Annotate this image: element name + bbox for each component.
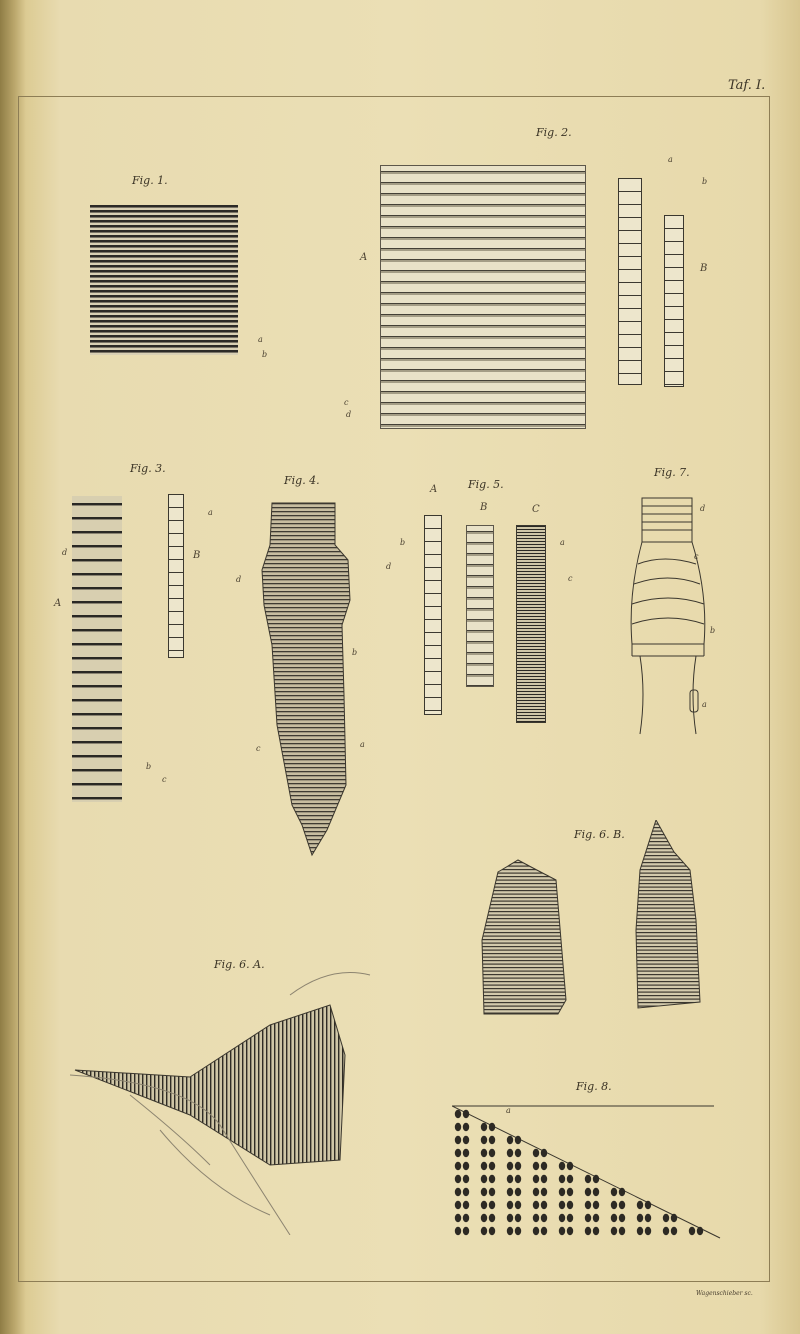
fig1-title: Fig. 1. (132, 174, 168, 187)
fig5-label-B: B (480, 502, 488, 513)
fig8-cell-dot (593, 1214, 599, 1222)
fig5-A-fibril (424, 515, 442, 715)
fig8-cell-dot (515, 1136, 521, 1144)
fig8-cell-dot (463, 1110, 469, 1118)
fig8-cell-dot (481, 1123, 487, 1131)
fig8-cell-dot (611, 1227, 617, 1235)
fig8-cell-dot (645, 1201, 651, 1209)
fig5-title: Fig. 5. (468, 478, 504, 491)
fig8-cell-dot (455, 1149, 461, 1157)
fig8-cell-dot (455, 1227, 461, 1235)
fig5-label-b: b (400, 538, 406, 547)
fig2-label-a: a (668, 155, 673, 164)
fig8-cell-dot (515, 1188, 521, 1196)
fig5-B-fibril (466, 525, 494, 687)
fig8-cell-dot (585, 1188, 591, 1196)
fig7-label-d: d (700, 504, 706, 513)
fig8-cell-dot (585, 1175, 591, 1183)
fig8-cell-dot (463, 1214, 469, 1222)
fig8-cell-dot (567, 1227, 573, 1235)
fig8-cell-dot (697, 1227, 703, 1235)
fig8-cell-dot (463, 1175, 469, 1183)
fig6a-fibre-insertion (70, 965, 390, 1235)
fig8-cell-dot (567, 1214, 573, 1222)
fig5-label-c: c (568, 574, 573, 583)
fig8-cell-dot (533, 1201, 539, 1209)
fig8-cell-dot (567, 1201, 573, 1209)
fig5-label-a: a (560, 538, 565, 547)
fig8-cell-dot (637, 1214, 643, 1222)
fig1-label-b: b (262, 350, 268, 359)
fig8-cell-dot (463, 1123, 469, 1131)
fig8-cell-dot (567, 1162, 573, 1170)
fig3-title: Fig. 3. (130, 462, 166, 475)
fig8-cell-dot (507, 1214, 513, 1222)
fig8-cell-dot (481, 1188, 487, 1196)
fig8-cell-dot (619, 1227, 625, 1235)
fig3-label-a: a (208, 508, 213, 517)
fig2-title: Fig. 2. (536, 126, 572, 139)
fig8-cell-dot (455, 1162, 461, 1170)
fig7-title: Fig. 7. (654, 466, 690, 479)
fig8-cell-dot (507, 1201, 513, 1209)
fig8-cell-dot (689, 1227, 695, 1235)
fig8-cell-dot (489, 1227, 495, 1235)
engraver-credit: Wagenschieber sc. (696, 1290, 753, 1297)
fig2-label-A: A (360, 252, 368, 263)
fig2-label-d: d (346, 410, 352, 419)
fig3-B-fibril (168, 494, 184, 658)
fig8-cell-dot (541, 1188, 547, 1196)
fig8-cell-dot (507, 1188, 513, 1196)
fig8-cell-dot (585, 1214, 591, 1222)
fig3-label-A: A (54, 598, 62, 609)
fig8-cell-dot (515, 1201, 521, 1209)
fig7-label-a: a (702, 700, 707, 709)
fig8-cell-dot (645, 1214, 651, 1222)
fig8-cell-dot (567, 1175, 573, 1183)
fig8-cell-dot (507, 1149, 513, 1157)
fig8-cell-dot (507, 1136, 513, 1144)
fig8-cell-dot (559, 1162, 565, 1170)
fig8-cell-dot (637, 1227, 643, 1235)
fig8-cell-dot (489, 1162, 495, 1170)
fig8-cell-dot (515, 1227, 521, 1235)
fig8-cell-triangle (452, 1104, 722, 1244)
fig8-cell-dot (567, 1188, 573, 1196)
fig6a-title: Fig. 6. A. (214, 958, 265, 971)
fig8-cell-dot (637, 1201, 643, 1209)
fig8-cell-dot (541, 1214, 547, 1222)
fig8-cell-dot (541, 1149, 547, 1157)
fig8-cell-dot (559, 1227, 565, 1235)
fig3-label-d: d (62, 548, 68, 557)
fig8-cell-dot (463, 1149, 469, 1157)
fig8-cell-dot (463, 1188, 469, 1196)
fig6b-title: Fig. 6. B. (574, 828, 625, 841)
fig8-cell-dot (671, 1214, 677, 1222)
fig8-cell-dot (489, 1136, 495, 1144)
fig4-label-a: a (360, 740, 365, 749)
fig8-cell-dot (663, 1214, 669, 1222)
fig8-cell-dot (455, 1123, 461, 1131)
fig8-cell-dot (559, 1201, 565, 1209)
fig8-cell-dot (455, 1214, 461, 1222)
fig8-cell-dot (541, 1162, 547, 1170)
fig8-cell-dot (481, 1214, 487, 1222)
fig1-muscle-fibres (90, 205, 238, 355)
fig8-cell-dot (481, 1162, 487, 1170)
fig8-cell-dot (533, 1188, 539, 1196)
fig4-label-b: b (352, 648, 358, 657)
fig4-label-c: c (256, 744, 261, 753)
fig3-label-b: b (146, 762, 152, 771)
fig8-cell-dot (463, 1162, 469, 1170)
fig8-cell-dot (559, 1214, 565, 1222)
fig8-cell-dot (489, 1188, 495, 1196)
plate-label: Taf. I. (728, 78, 766, 93)
fig8-cell-dot (507, 1227, 513, 1235)
fig2-A-fibre-bundle (380, 165, 586, 429)
fig8-cell-dot (515, 1175, 521, 1183)
fig6b-fibre-ends (478, 820, 728, 1020)
fig8-cell-dot (515, 1149, 521, 1157)
fig8-cell-dot (481, 1136, 487, 1144)
fig5-label-C: C (532, 504, 540, 515)
fig5-C-fibril (516, 525, 546, 723)
fig8-cell-dot (593, 1175, 599, 1183)
fig8-cell-dot (533, 1175, 539, 1183)
fig8-cell-dot (593, 1227, 599, 1235)
fig8-cell-dot (619, 1214, 625, 1222)
fig8-cell-dot (455, 1188, 461, 1196)
fig8-label-a: a (506, 1106, 511, 1115)
fig8-cell-dot (541, 1227, 547, 1235)
fig7-label-c: c (694, 552, 699, 561)
fig8-cell-dot (489, 1175, 495, 1183)
fig8-cell-dot (489, 1149, 495, 1157)
fig8-cell-dot (481, 1149, 487, 1157)
fig8-cell-dot (507, 1175, 513, 1183)
fig7-label-b: b (710, 626, 716, 635)
fig2-label-B: B (700, 263, 708, 274)
fig2-B-ladder-left (618, 178, 642, 385)
fig8-cell-dot (463, 1136, 469, 1144)
fig8-cell-dot (489, 1214, 495, 1222)
fig8-cell-dot (507, 1162, 513, 1170)
fig4-tapering-fibre (232, 495, 382, 860)
fig8-cell-dot (611, 1201, 617, 1209)
fig8-cell-dot (533, 1214, 539, 1222)
fig8-cell-dot (455, 1201, 461, 1209)
fig8-cell-dot (593, 1201, 599, 1209)
fig8-cell-dot (585, 1227, 591, 1235)
fig8-cell-dot (533, 1149, 539, 1157)
fig8-cell-dot (515, 1162, 521, 1170)
fig8-cell-dot (645, 1227, 651, 1235)
fig2-label-c: c (344, 398, 349, 407)
fig8-cell-dot (593, 1188, 599, 1196)
fig8-cell-dot (489, 1201, 495, 1209)
fig8-cell-dot (515, 1214, 521, 1222)
fig8-cell-dot (481, 1175, 487, 1183)
fig2-label-b: b (702, 177, 708, 186)
fig3-label-c: c (162, 775, 167, 784)
fig8-cell-dot (455, 1175, 461, 1183)
fig5-label-d: d (386, 562, 392, 571)
fig8-cell-dot (533, 1227, 539, 1235)
fig8-cell-dot (619, 1201, 625, 1209)
fig8-cell-dot (541, 1201, 547, 1209)
fig8-cell-dot (455, 1136, 461, 1144)
fig8-cell-dot (559, 1175, 565, 1183)
fig8-cell-dot (533, 1162, 539, 1170)
fig8-cell-dot (559, 1188, 565, 1196)
fig8-cell-dot (611, 1188, 617, 1196)
fig2-B-ladder-right (664, 215, 684, 387)
fig8-cell-dot (463, 1201, 469, 1209)
fig8-title: Fig. 8. (576, 1080, 612, 1093)
fig8-cell-dot (489, 1123, 495, 1131)
fig8-cell-dot (585, 1201, 591, 1209)
fig4-title: Fig. 4. (284, 474, 320, 487)
fig8-cell-dot (619, 1188, 625, 1196)
fig8-cell-dot (481, 1201, 487, 1209)
fig8-cell-dot (481, 1227, 487, 1235)
fig8-cell-dot (611, 1214, 617, 1222)
fig5-label-A: A (430, 484, 438, 495)
fig7-fibre-outline (624, 494, 714, 744)
fig8-cell-dot (455, 1110, 461, 1118)
fig8-cell-dot (541, 1175, 547, 1183)
fig3-A-striated-fibre (72, 496, 122, 802)
fig4-label-d: d (236, 575, 242, 584)
fig1-label-a: a (258, 335, 263, 344)
fig8-cell-dot (671, 1227, 677, 1235)
fig8-cell-dot (463, 1227, 469, 1235)
fig3-label-B: B (193, 550, 201, 561)
fig8-cell-dot (663, 1227, 669, 1235)
